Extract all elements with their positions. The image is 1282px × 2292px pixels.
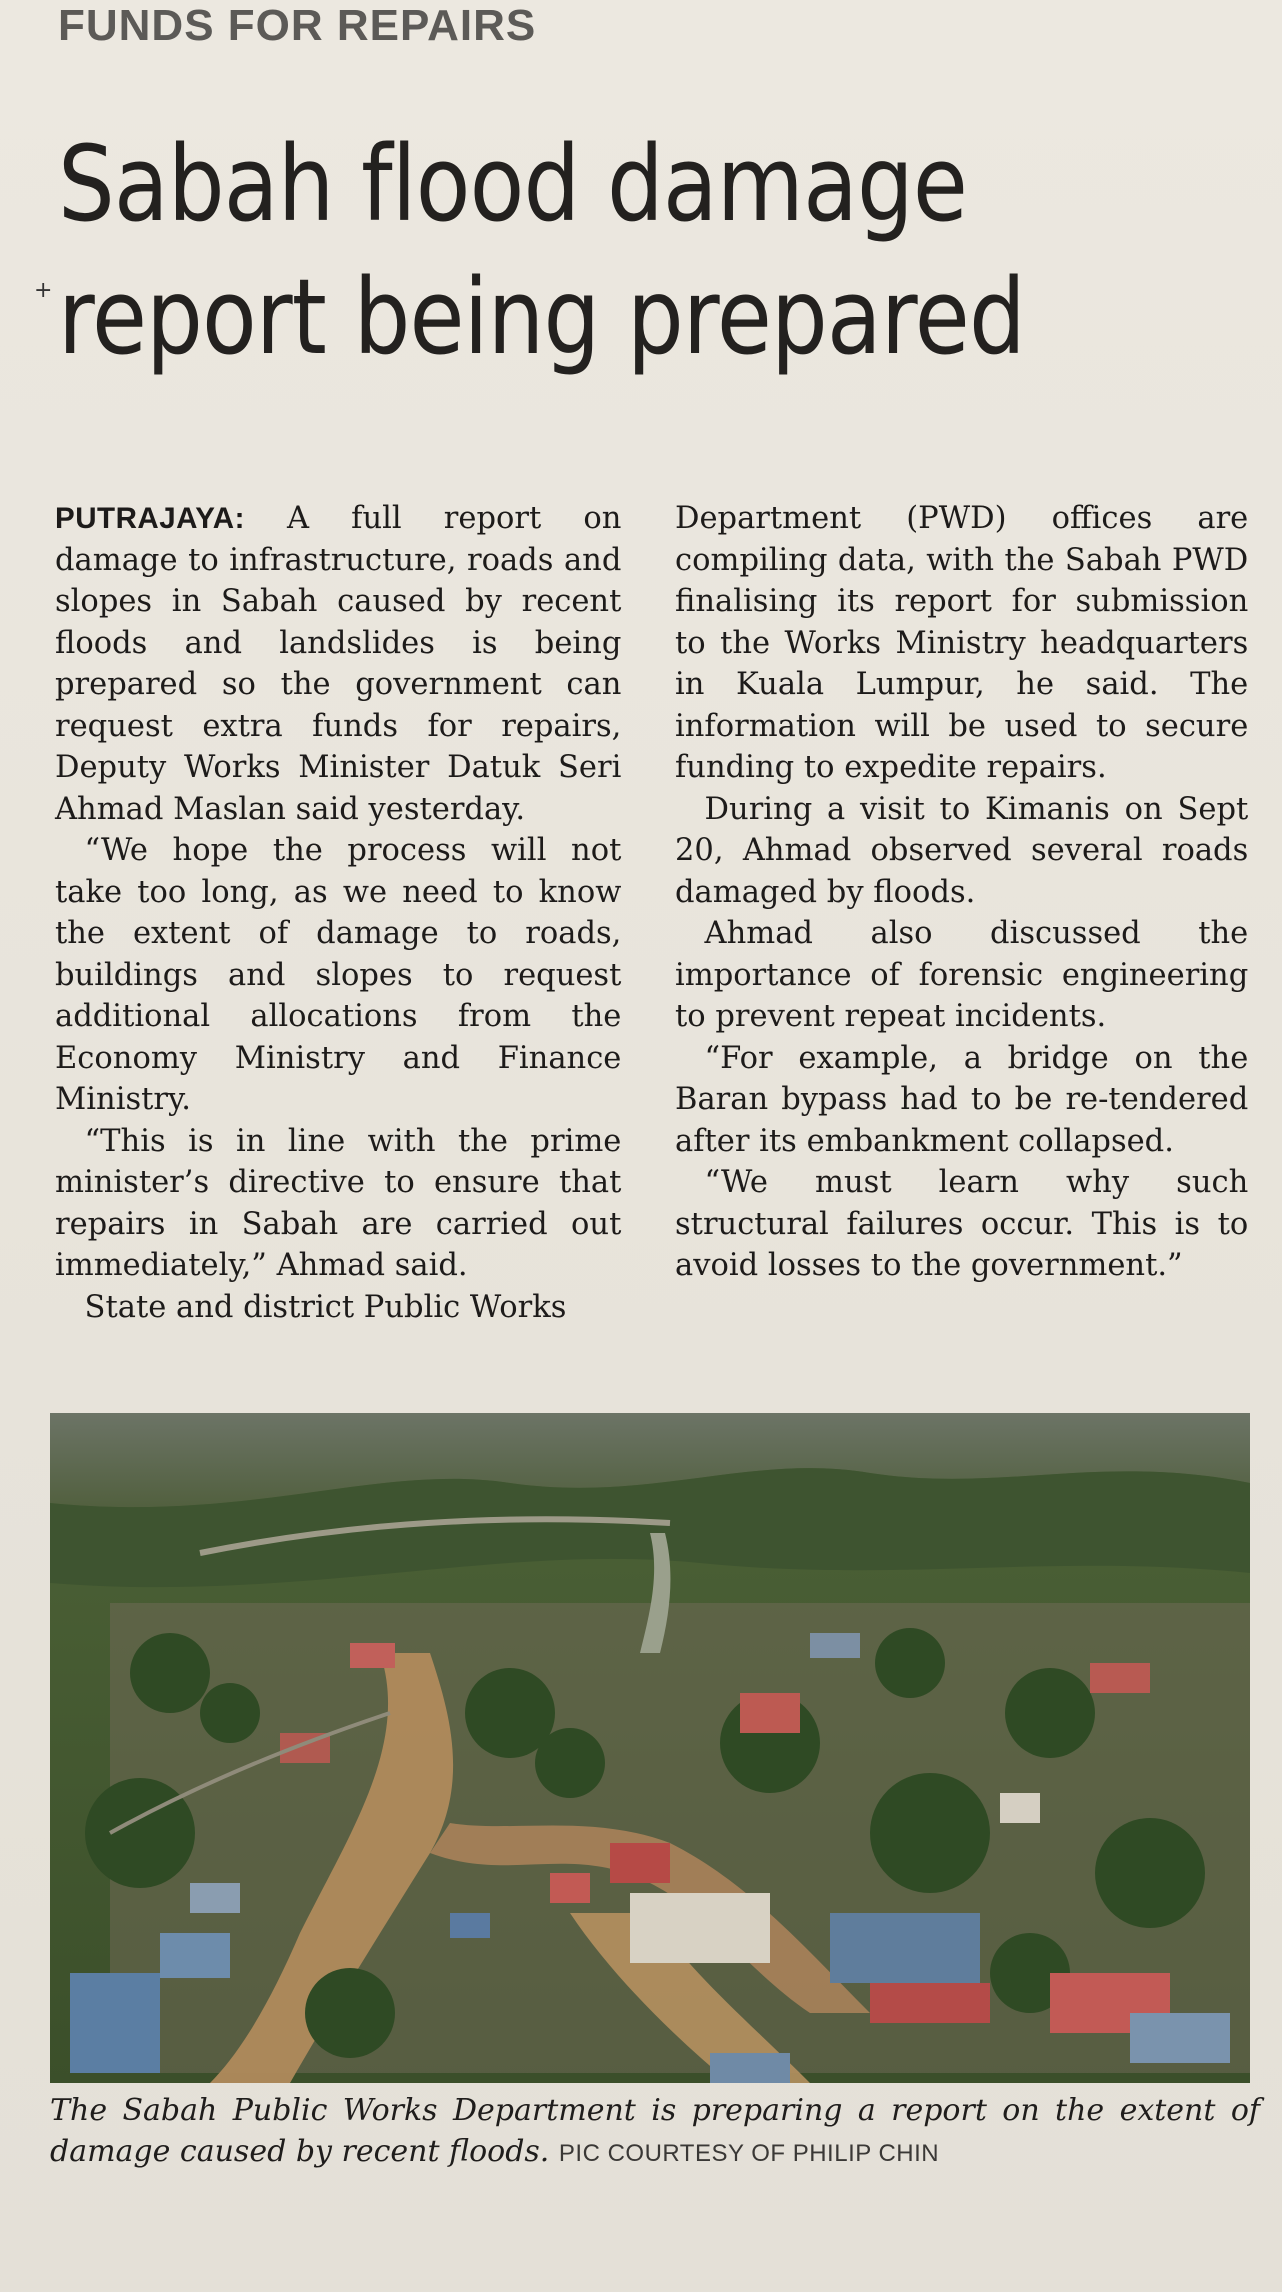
article-paragraph: Ahmad also discussed the importance of forensic engineering to prevent repeat incidents. — [675, 915, 1249, 1034]
article-column-right — [675, 498, 1248, 1287]
article-paragraph: During a visit to Kimanis on Sept 20, Ahmad observed several roads damaged by floods. — [675, 790, 1249, 910]
aerial-flood-image — [50, 1413, 1250, 2083]
aerial-flood-photo — [50, 1413, 1250, 2083]
article-body — [55, 498, 1255, 1378]
article-paragraph: “We must learn why such structural failures occur. This is to avoid losses to the government.” — [675, 1164, 1249, 1283]
section-kicker: FUNDS FOR REPAIRS — [58, 1, 537, 50]
photo-caption — [50, 2090, 1260, 2174]
caption-text: The Sabah Public Works Department is preparing a report on the extent of damage caused by recent floods. — [50, 2093, 1260, 2169]
registration-mark-icon: + — [34, 278, 53, 303]
article-paragraph: State and district Public Works — [84, 1288, 567, 1325]
headline-line-1: Sabah flood damage — [58, 123, 968, 245]
headline — [58, 118, 1025, 384]
article-paragraph: “For example, a bridge on the Baran bypass had to be re-tendered after its embankment collapsed. — [675, 1039, 1249, 1159]
article-paragraph: “We hope the process will not take too long, as we need to know the extent of damage to roads, buildings and slopes to request additional allocations from the Economy Ministry and Finance Ministry. — [55, 832, 622, 1117]
photo-credit: PIC COURTESY OF PHILIP CHIN — [558, 2140, 940, 2167]
article-paragraph: PUTRAJAYA: A full report on damage to infrastructure, roads and slopes in Sabah caused by recent floods and landslides is being prepared so the government can request extra funds for repairs, Deputy Works Minister Datuk Seri Ahmad Maslan said yesterday. — [55, 500, 622, 827]
article-paragraph: “This is in line with the prime minister’s directive to ensure that repairs in Sabah are carried out immediately,” Ahmad said. — [55, 1122, 622, 1283]
headline-line-2: report being prepared — [58, 256, 1025, 378]
article-column-left — [55, 498, 621, 1328]
dateline: PUTRAJAYA: — [55, 502, 245, 535]
article-paragraph: Department (PWD) offices are compiling data, with the Sabah PWD finalising its report for submission to the Works Ministry headquarters in Kuala Lumpur, he said. The information will be used to secure funding to expedite repairs. — [675, 500, 1249, 785]
